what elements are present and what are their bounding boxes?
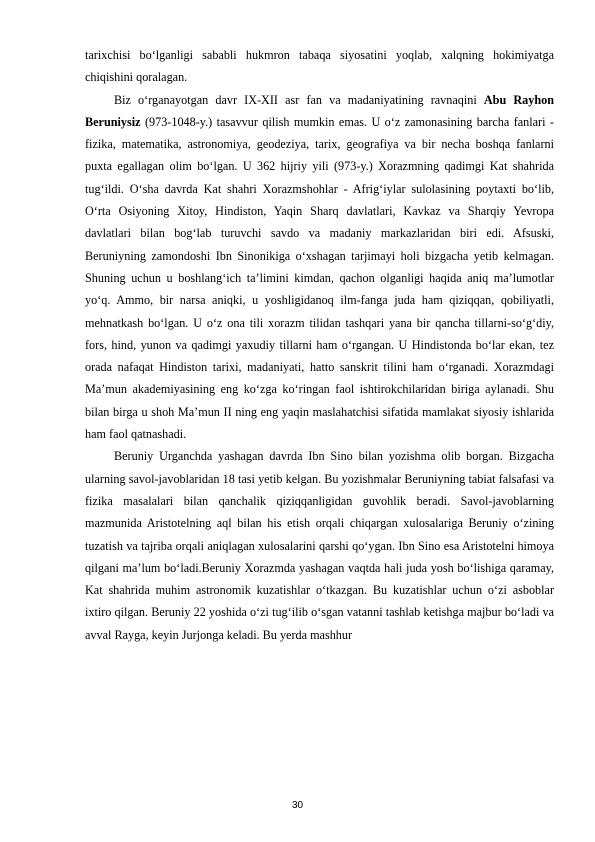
paragraph-1: tarixchisi bo‘lganligi sababli hukmron tabaqa siyosatini yoqlab, xalqning hokimiyatga chiqishini qoralagan. (85, 48, 554, 85)
paragraph-3: Beruniy Urganchda yashagan davrda Ibn Sino bilan yozishma olib borgan. Bizgacha ularning savol-javoblaridan 18 tasi yetib kelgan. Bu yozishmalar Beruniyning tabiat falsafasi va fizika masalalari bilan qanchalik qiziqqanligidan guvohlik beradi. Savol-javoblarning mazmunida Aristotelning aql bilan his etish orqali chiqargan xulosalariga Beruniy o‘zining tuzatish va tajriba orqali aniqlagan xulosalarini qarshi qo‘ygan. Ibn Sino esa Aristotelni himoya qilgani ma’lum bo‘ladi.Beruniy Xorazmda yashagan vaqtda hali juda yosh bo‘lishiga qaramay, Kat shahrida muhim astronomik kuzatishlar o‘tkazgan. Bu kuzatishlar uchun o‘zi asboblar ixtiro qilgan. Beruniy 22 yoshida o‘zi tug‘ilib o‘sgan vatanni tashlab ketishga majbur bo‘ladi va avval Rayga, keyin Jurjonga keladi. Bu yerda mashhur (85, 449, 554, 642)
beruniy-name-bold: Abu Rayhon Beruniysiz (85, 92, 555, 129)
page-body (85, 44, 554, 646)
page-number: 30 (291, 800, 304, 811)
paragraph-2-rest: (973-1048-y.) tasavvur qilish mumkin emas. U o‘z zamonasining barcha fanlari - fizika, matematika, astronomiya, geodeziya, tarix, geografiya va bir necha boshqa fanlarni puxta egallagan olim bo‘lgan. U 362 hijriy yili (973-y.) Xorazmning qadimgi Kat shahrida tug‘ildi. O‘sha davrda Kat shahri Xorazmshohlar - Afrig‘iylar sulolasining poytaxti bo‘lib, O‘rta Osiyoning Xitoy, Hindiston, Yaqin Sharq davlatlari, Kavkaz va Sharqiy Yevropa davlatlari bilan bog‘lab turuvchi savdo va madaniy markazlaridan biri edi. Afsuski, Beruniyning zamondoshi Ibn Sinonikiga o‘xshagan tarjimayi holi bizgacha yetib kelmagan. Shuning uchun u boshlang‘ich ta’limini kimdan, qachon olganligi haqida aniq ma’lumotlar yo‘q. Ammo, bir narsa aniqki, u yoshligidanoq ilm-fanga juda ham qiziqqan, qobiliyatli, mehnatkash bo‘lgan. U o‘z ona tili xorazm tilidan tashqari yana bir qancha tillarni-so‘g‘diy, fors, hind, yunon va qadimgi yaxudiy tillarni ham o‘rgangan. U Hindistonda bo‘lar ekan, tez orada nafaqat Hindiston tarixi, madaniyati, hatto sanskrit tilini ham o‘rganadi. Xorazmdagi Ma’mun akademiyasining eng ko‘zga ko‘ringan faol ishtirokchilaridan biriga aylanadi. Shu bilan birga u shoh Ma’mun II ning eng yaqin maslahatchisi sifatida mamlakat siyosiy ishlarida ham faol qatnashadi. (85, 114, 554, 442)
paragraph-2 (85, 89, 554, 446)
paragraph-2-lead: Biz o‘rganayotgan davr IX-XII asr fan va madaniyatining ravnaqini (114, 92, 484, 107)
